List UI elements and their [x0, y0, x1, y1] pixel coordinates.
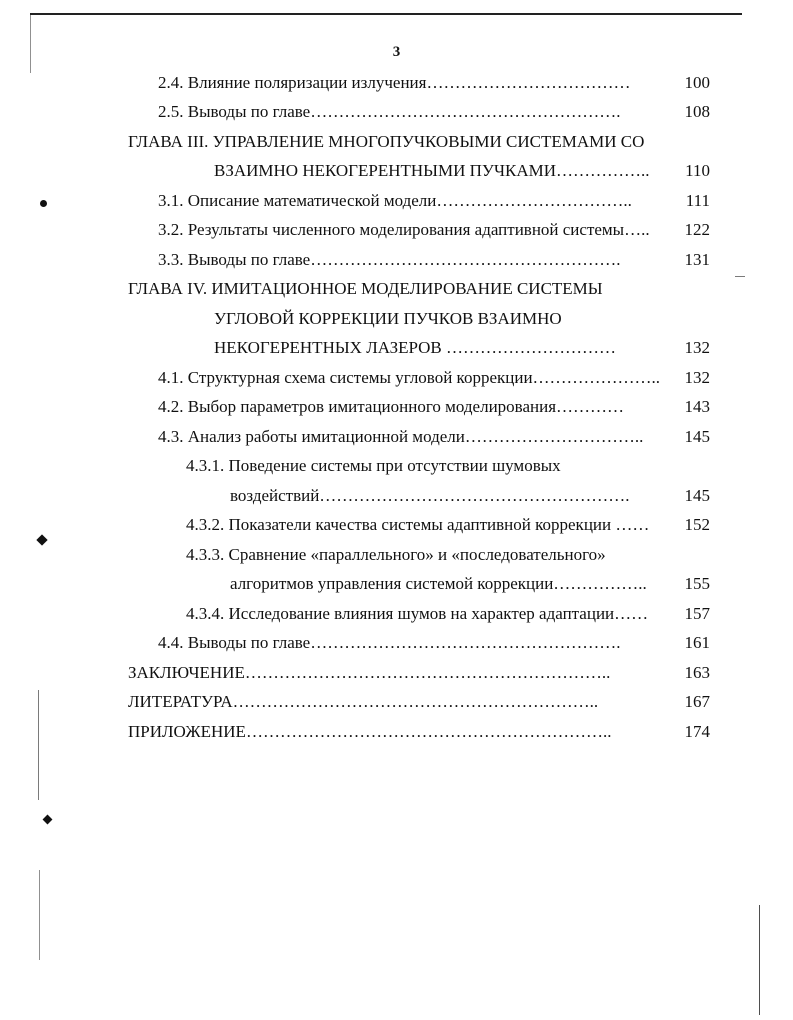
toc-page-chapter-3: 110 [685, 161, 710, 180]
toc-appendix: ПРИЛОЖЕНИЕ……………………………………………………….. [128, 722, 612, 741]
toc-entry-4-3-1-cont: воздействий………………………………………………. [230, 486, 630, 505]
scan-edge-line [735, 276, 745, 277]
toc-chapter-4-title-cont2: НЕКОГЕРЕНТНЫХ ЛАЗЕРОВ ………………………… [214, 338, 617, 357]
toc-page-4-1: 132 [684, 368, 710, 387]
toc-page-3-1: 111 [685, 191, 710, 210]
toc-entry-4-3-3-cont: алгоритмов управления системой коррекции…………….. [230, 574, 647, 593]
toc-entry-3-3: 3.3. Выводы по главе………………………………………………. [158, 250, 621, 269]
toc-entry-2-4: 2.4. Влияние поляризации излучения……………………………… [158, 73, 631, 92]
page-number: 3 [392, 44, 401, 60]
toc-page-4-3-3: 155 [684, 574, 710, 593]
toc-page-4-3-4: 157 [684, 604, 710, 623]
toc-chapter-3-title-cont: ВЗАИМНО НЕКОГЕРЕНТНЫМИ ПУЧКАМИ…………….. [214, 161, 650, 180]
binding-hole-mark [40, 200, 47, 207]
scan-edge-line [39, 870, 40, 960]
toc-page-3-3: 131 [684, 250, 710, 269]
toc-chapter-4-title-cont1: УГЛОВОЙ КОРРЕКЦИИ ПУЧКОВ ВЗАИМНО [214, 309, 562, 328]
toc-page-2-4: 100 [684, 73, 710, 92]
toc-chapter-3-title: ГЛАВА III. УПРАВЛЕНИЕ МНОГОПУЧКОВЫМИ СИСТЕМАМИ СО [128, 132, 645, 151]
toc-page-3-2: 122 [684, 220, 710, 239]
toc-entry-4-3-1: 4.3.1. Поведение системы при отсутствии шумовых [186, 456, 561, 475]
toc-page-4-3-2: 152 [684, 515, 710, 534]
toc-page-2-5: 108 [684, 102, 710, 121]
toc-page-chapter-4: 132 [684, 338, 710, 357]
toc-entry-3-2: 3.2. Результаты численного моделирования адаптивной системы….. [158, 220, 650, 239]
toc-entry-4-3-3: 4.3.3. Сравнение «параллельного» и «последовательного» [186, 545, 606, 564]
toc-page-4-4: 161 [684, 633, 710, 652]
toc-page-4-3-1: 145 [684, 486, 710, 505]
scan-edge-line [38, 690, 39, 800]
toc-literature: ЛИТЕРАТУРА……………………………………………………….. [128, 692, 599, 711]
toc-page-literature: 167 [684, 692, 710, 711]
toc-entry-4-3-2: 4.3.2. Показатели качества системы адаптивной коррекции …… [186, 515, 650, 534]
scan-border-left [30, 13, 31, 73]
scan-edge-line [759, 905, 760, 1015]
toc-entry-2-5: 2.5. Выводы по главе………………………………………………. [158, 102, 621, 121]
toc-page-4-3: 145 [684, 427, 710, 446]
toc-entry-4-3: 4.3. Анализ работы имитационной модели………………………….. [158, 427, 644, 446]
scan-border-top [30, 13, 742, 15]
toc-entry-3-1: 3.1. Описание математической модели…………………………….. [158, 191, 632, 210]
toc-entry-4-4: 4.4. Выводы по главе………………………………………………. [158, 633, 621, 652]
toc-chapter-4-title: ГЛАВА IV. ИМИТАЦИОННОЕ МОДЕЛИРОВАНИЕ СИСТЕМЫ [128, 279, 603, 298]
toc-entry-4-3-4: 4.3.4. Исследование влияния шумов на характер адаптации…… [186, 604, 649, 623]
toc-entry-4-1: 4.1. Структурная схема системы угловой коррекции………………….. [158, 368, 661, 387]
toc-conclusion: ЗАКЛЮЧЕНИЕ……………………………………………………….. [128, 663, 611, 682]
toc-page-appendix: 174 [684, 722, 710, 741]
toc-page-4-2: 143 [684, 397, 710, 416]
toc-page-conclusion: 163 [684, 663, 710, 682]
toc-entry-4-2: 4.2. Выбор параметров имитационного моделирования………… [158, 397, 625, 416]
